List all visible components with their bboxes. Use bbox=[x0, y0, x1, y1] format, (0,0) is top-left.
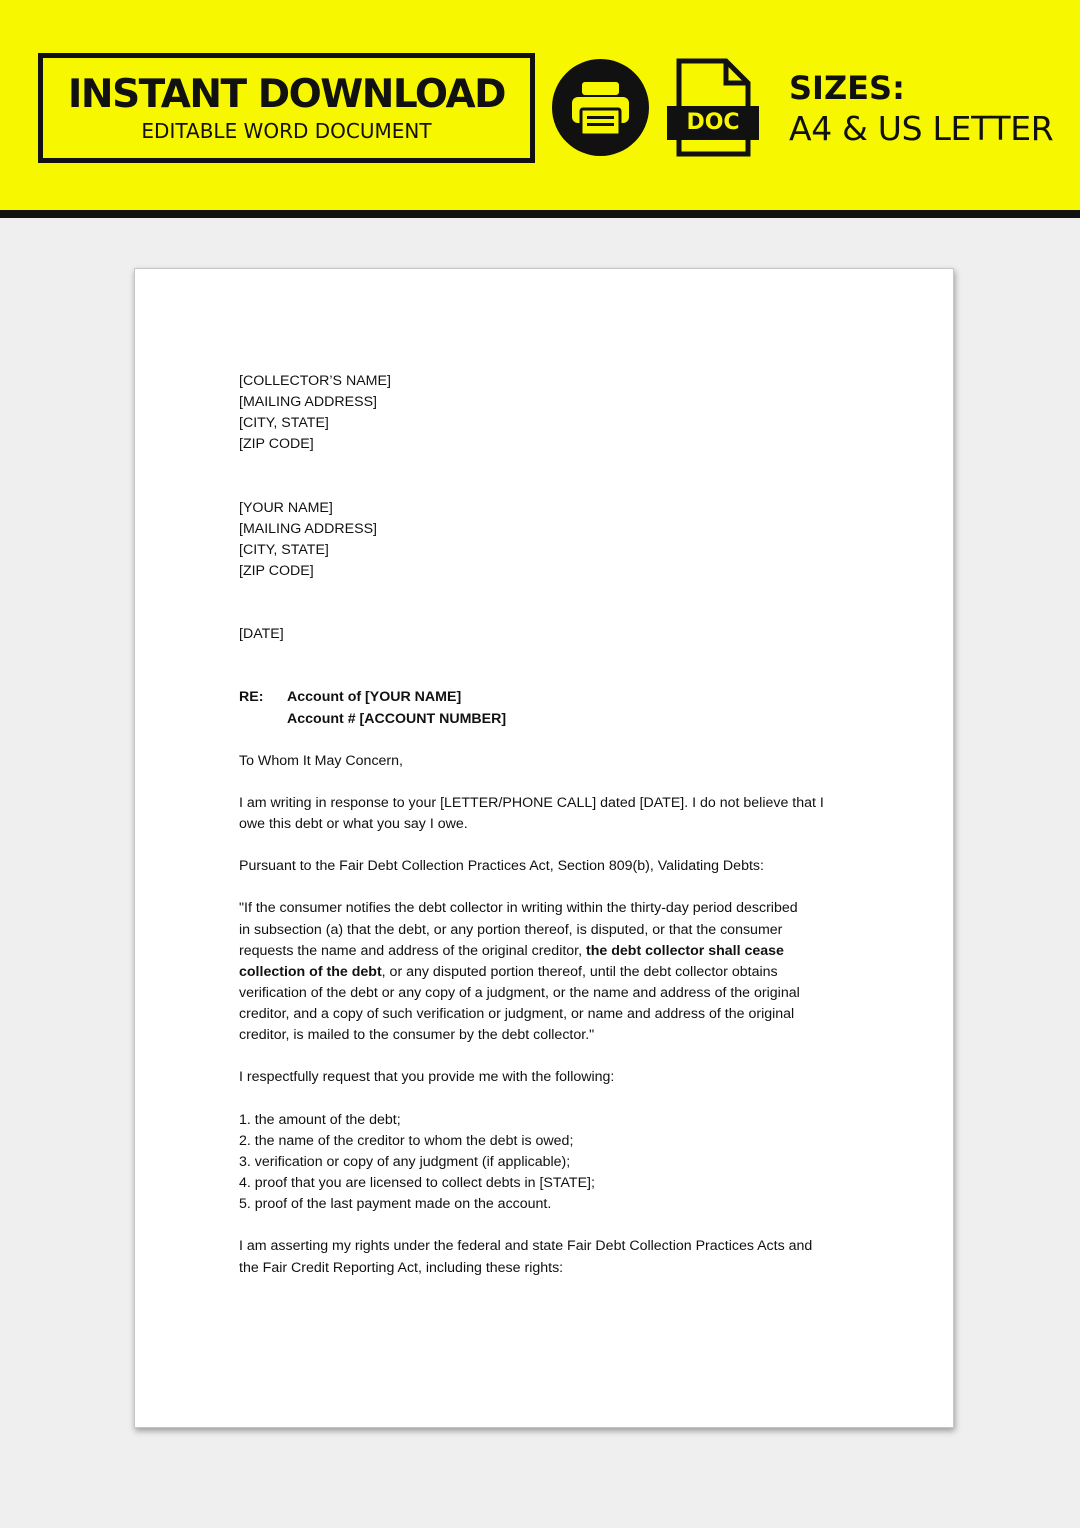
statute-quote bbox=[239, 898, 849, 1046]
paragraph-line: I am writing in response to your [LETTER/PHONE CALL] dated [DATE]. I do not believe that I bbox=[239, 794, 824, 811]
banner-title: INSTANT DOWNLOAD bbox=[67, 72, 506, 117]
list-item: 4. proof that you are licensed to collect debts in [STATE]; bbox=[239, 1175, 595, 1192]
list-item: 5. proof of the last payment made on the account. bbox=[239, 1196, 552, 1213]
paragraph-line: owe this debt or what you say I owe. bbox=[239, 816, 468, 833]
sender-city-state: [CITY, STATE] bbox=[239, 541, 329, 558]
letter-page bbox=[134, 268, 954, 1428]
quote-line: "If the consumer notifies the debt collector in writing within the thirty-day period described bbox=[239, 900, 798, 917]
quote-line: in subsection (a) that the debt, or any portion thereof, is disputed, or that the consumer bbox=[239, 921, 783, 938]
sizes-value: A4 & US LETTER bbox=[789, 109, 1054, 148]
printer-icon bbox=[552, 59, 649, 156]
request-list bbox=[239, 1110, 849, 1216]
collector-zip: [ZIP CODE] bbox=[239, 436, 314, 453]
paragraph-line: the Fair Credit Reporting Act, including these rights: bbox=[239, 1259, 564, 1276]
banner-subtitle: EDITABLE WORD DOCUMENT bbox=[141, 119, 432, 143]
collector-city-state: [CITY, STATE] bbox=[239, 415, 329, 432]
re-account: Account of [YOUR NAME] bbox=[287, 689, 462, 706]
quote-text: requests the name and address of the original creditor, bbox=[239, 942, 587, 959]
quote-line: verification of the debt or any copy of a judgment, or the name and address of the original bbox=[239, 984, 800, 1001]
list-item: 2. the name of the creditor to whom the debt is owed; bbox=[239, 1132, 574, 1149]
letter-date: [DATE] bbox=[239, 626, 284, 643]
sender-address-block bbox=[239, 498, 849, 583]
sender-zip: [ZIP CODE] bbox=[239, 563, 314, 580]
sender-name: [YOUR NAME] bbox=[239, 499, 333, 516]
quote-text: , or any disputed portion thereof, until the debt collector obtains bbox=[381, 963, 778, 980]
quote-bold-text: the debt collector shall cease bbox=[586, 942, 784, 959]
sender-address: [MAILING ADDRESS] bbox=[239, 520, 377, 537]
collector-address: [MAILING ADDRESS] bbox=[239, 394, 377, 411]
letter-body bbox=[239, 371, 849, 1279]
list-item: 1. the amount of the debt; bbox=[239, 1111, 401, 1128]
quote-line bbox=[239, 941, 849, 962]
paragraph-pursuant: Pursuant to the Fair Debt Collection Practices Act, Section 809(b), Validating Debts: bbox=[239, 858, 764, 875]
quote-line bbox=[239, 962, 849, 983]
paragraph-response bbox=[239, 793, 849, 835]
doc-label: DOC bbox=[686, 110, 740, 135]
re-account-number: Account # [ACCOUNT NUMBER] bbox=[287, 710, 507, 727]
banner-divider bbox=[0, 210, 1080, 218]
collector-name: [COLLECTOR’S NAME] bbox=[239, 373, 391, 389]
instant-download-box bbox=[38, 53, 535, 163]
salutation: To Whom It May Concern, bbox=[239, 752, 403, 769]
re-label: RE: bbox=[239, 689, 264, 706]
re-block bbox=[239, 687, 849, 729]
quote-bold-text: collection of the debt bbox=[239, 963, 382, 980]
paragraph-rights bbox=[239, 1236, 849, 1278]
quote-line: creditor, and a copy of such verification or judgment, or name and address of the original bbox=[239, 1006, 795, 1023]
request-intro: I respectfully request that you provide me with the following: bbox=[239, 1069, 615, 1086]
quote-line: creditor, is mailed to the consumer by the debt collector." bbox=[239, 1027, 595, 1044]
sizes-label: SIZES: bbox=[789, 69, 905, 107]
paragraph-line: I am asserting my rights under the federal and state Fair Debt Collection Practices Acts and bbox=[239, 1238, 813, 1255]
collector-address-block bbox=[239, 371, 849, 456]
list-item: 3. verification or copy of any judgment (if applicable); bbox=[239, 1153, 571, 1170]
